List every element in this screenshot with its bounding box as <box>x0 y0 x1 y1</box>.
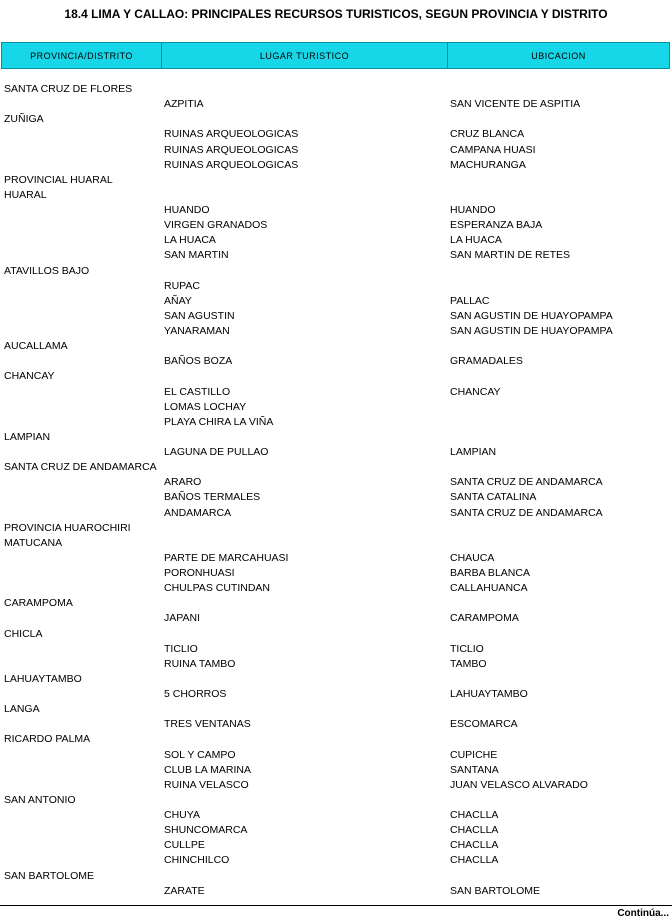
table-row <box>0 445 672 460</box>
cell-provincia-distrito: LAHUAYTAMBO <box>4 672 82 685</box>
table-row <box>0 763 672 778</box>
cell-ubicacion: SANTANA <box>450 763 499 776</box>
cell-ubicacion: SAN VICENTE DE ASPITIA <box>450 98 581 111</box>
cell-provincia-distrito: HUARAL <box>4 188 47 201</box>
cell-provincia-distrito: SAN ANTONIO <box>4 793 76 806</box>
table-row <box>0 536 672 551</box>
cell-lugar-turistico: RUPAC <box>164 279 200 292</box>
cell-lugar-turistico: SAN AGUSTIN <box>164 309 235 322</box>
cell-lugar-turistico: BAÑOS BOZA <box>164 355 233 368</box>
cell-lugar-turistico: PORONHUASI <box>164 567 235 579</box>
table-row <box>0 233 672 248</box>
cell-lugar-turistico: JAPANI <box>164 612 200 625</box>
cell-provincia-distrito: MATUCANA <box>4 536 63 549</box>
table-row <box>0 778 672 793</box>
cell-ubicacion: TAMBO <box>450 657 487 670</box>
cell-ubicacion: SANTA CATALINA <box>450 491 537 504</box>
cell-ubicacion: CHACLLA <box>450 854 499 867</box>
table-row <box>0 475 672 490</box>
table-row <box>0 642 672 657</box>
cell-provincia-distrito: ATAVILLOS BAJO <box>4 264 90 277</box>
cell-ubicacion: SANTA CRUZ DE ANDAMARCA <box>450 476 603 489</box>
table-row <box>0 672 672 687</box>
table-row <box>0 717 672 732</box>
cell-provincia-distrito: CHICLA <box>4 627 43 640</box>
cell-lugar-turistico: RUINAS ARQUEOLOGICAS <box>164 143 299 156</box>
cell-ubicacion: CHACLLA <box>450 824 499 837</box>
table-row <box>0 430 672 445</box>
table-row <box>0 127 672 142</box>
cell-ubicacion: SAN AGUSTIN DE HUAYOPAMPA <box>450 325 613 337</box>
cell-lugar-turistico: RUINA TAMBO <box>164 657 236 670</box>
table-row <box>0 112 672 127</box>
table-row <box>0 808 672 823</box>
table-row <box>0 869 672 884</box>
cell-lugar-turistico: BAÑOS TERMALES <box>164 491 261 504</box>
cell-ubicacion: BARBA BLANCA <box>450 567 530 579</box>
cell-provincia-distrito: LANGA <box>4 703 40 716</box>
cell-lugar-turistico: TICLIO <box>164 642 198 655</box>
table-row <box>0 158 672 173</box>
cell-lugar-turistico: ANDAMARCA <box>164 506 232 519</box>
table-row <box>0 354 672 369</box>
table-row <box>0 279 672 294</box>
cell-ubicacion: SANTA CRUZ DE ANDAMARCA <box>450 506 603 519</box>
header-ubicacion: UBICACION <box>531 50 586 61</box>
table-body <box>0 82 672 899</box>
cell-ubicacion: TICLIO <box>450 642 484 655</box>
table-row <box>0 506 672 521</box>
cell-ubicacion: CHAUCA <box>450 551 495 564</box>
cell-lugar-turistico: TRES VENTANAS <box>164 718 251 731</box>
cell-ubicacion: CHACLLA <box>450 809 499 821</box>
cell-lugar-turistico: AZPITIA <box>164 98 204 111</box>
cell-lugar-turistico: LOMAS LOCHAY <box>164 400 247 413</box>
table-row <box>0 324 672 339</box>
bottom-divider <box>0 905 672 906</box>
table-row <box>0 702 672 717</box>
table-row <box>0 294 672 309</box>
cell-lugar-turistico: PLAYA CHIRA LA VIÑA <box>164 415 274 428</box>
table-row <box>0 884 672 899</box>
cell-lugar-turistico: LAGUNA DE PULLAO <box>164 446 269 458</box>
cell-ubicacion: GRAMADALES <box>450 355 523 368</box>
cell-ubicacion: LAMPIAN <box>450 446 497 458</box>
table-row <box>0 143 672 158</box>
cell-lugar-turistico: SAN MARTIN <box>164 249 229 262</box>
cell-ubicacion: SAN AGUSTIN DE HUAYOPAMPA <box>450 309 613 322</box>
cell-ubicacion: CUPICHE <box>450 748 498 761</box>
table-row <box>0 309 672 324</box>
cell-ubicacion: HUANDO <box>450 204 496 216</box>
cell-ubicacion: MACHURANGA <box>450 158 526 171</box>
cell-lugar-turistico: EL CASTILLO <box>164 385 231 398</box>
table-row <box>0 823 672 838</box>
cell-ubicacion: LA HUACA <box>450 234 502 247</box>
cell-lugar-turistico: 5 CHORROS <box>164 688 227 700</box>
table-row <box>0 521 672 536</box>
page-title: 18.4 LIMA Y CALLAO: PRINCIPALES RECURSOS TURISTICOS, SEGUN PROVINCIA Y DISTRITO <box>64 7 608 21</box>
cell-lugar-turistico: YANARAMAN <box>164 325 230 337</box>
cell-lugar-turistico: ARARO <box>164 476 202 489</box>
table-row <box>0 551 672 566</box>
cell-provincia-distrito: SAN BARTOLOME <box>4 869 95 882</box>
table-row <box>0 369 672 384</box>
table-row <box>0 248 672 263</box>
table-row <box>0 82 672 97</box>
table-row <box>0 339 672 354</box>
cell-ubicacion: CHANCAY <box>450 385 501 398</box>
table-row <box>0 188 672 203</box>
cell-lugar-turistico: CLUB LA MARINA <box>164 763 251 776</box>
cell-provincia-distrito: CARAMPOMA <box>4 597 73 610</box>
cell-lugar-turistico: RUINAS ARQUEOLOGICAS <box>164 158 299 171</box>
cell-lugar-turistico: RUINAS ARQUEOLOGICAS <box>164 128 299 141</box>
cell-ubicacion: CRUZ BLANCA <box>450 128 525 141</box>
table-row <box>0 218 672 233</box>
cell-ubicacion: CAMPANA HUASI <box>450 143 536 156</box>
table-row <box>0 490 672 505</box>
cell-lugar-turistico: CHINCHILCO <box>164 854 230 867</box>
table-row <box>0 415 672 430</box>
cell-lugar-turistico: CHUYA <box>164 809 200 821</box>
cell-ubicacion: SAN BARTOLOME <box>450 884 541 897</box>
cell-ubicacion: CALLAHUANCA <box>450 582 528 595</box>
cell-ubicacion: JUAN VELASCO ALVARADO <box>450 778 588 791</box>
table-row <box>0 400 672 415</box>
cell-lugar-turistico: SOL Y CAMPO <box>164 748 236 761</box>
cell-ubicacion: CHACLLA <box>450 839 499 852</box>
cell-provincia-distrito: PROVINCIAL HUARAL <box>4 173 113 186</box>
table-row <box>0 566 672 581</box>
table-row <box>0 97 672 112</box>
cell-ubicacion: ESPERANZA BAJA <box>450 219 543 232</box>
table-row <box>0 627 672 642</box>
table-row <box>0 264 672 279</box>
continua-note: Continúa... <box>617 908 669 919</box>
table-row <box>0 748 672 763</box>
cell-lugar-turistico: RUINA VELASCO <box>164 778 249 791</box>
table-row <box>0 203 672 218</box>
table-row <box>0 460 672 475</box>
header-lugar-turistico: LUGAR TURISTICO <box>162 43 448 68</box>
cell-lugar-turistico: CULLPE <box>164 839 205 852</box>
table-row <box>0 611 672 626</box>
cell-lugar-turistico: CHULPAS CUTINDAN <box>164 582 270 595</box>
cell-provincia-distrito: RICARDO PALMA <box>4 733 91 746</box>
cell-lugar-turistico: HUANDO <box>164 204 210 216</box>
cell-lugar-turistico: ZARATE <box>164 884 205 897</box>
table-row <box>0 853 672 868</box>
table-row <box>0 687 672 702</box>
header-provincia-distrito: PROVINCIA/DISTRITO <box>2 43 162 68</box>
cell-provincia-distrito: PROVINCIA HUAROCHIRI <box>4 521 131 534</box>
table-row <box>0 732 672 747</box>
table-header <box>1 42 670 69</box>
cell-provincia-distrito: LAMPIAN <box>4 430 51 443</box>
cell-provincia-distrito: CHANCAY <box>4 370 55 383</box>
table-row <box>0 657 672 672</box>
cell-ubicacion: LAHUAYTAMBO <box>450 688 528 700</box>
table-row <box>0 838 672 853</box>
cell-ubicacion: SAN MARTIN DE RETES <box>450 249 570 262</box>
cell-ubicacion: ESCOMARCA <box>450 718 518 731</box>
cell-provincia-distrito: AUCALLAMA <box>4 340 68 353</box>
cell-ubicacion: CARAMPOMA <box>450 612 519 625</box>
cell-lugar-turistico: SHUNCOMARCA <box>164 824 248 837</box>
cell-provincia-distrito: SANTA CRUZ DE FLORES <box>4 83 133 95</box>
table-row <box>0 385 672 400</box>
table-row <box>0 581 672 596</box>
table-row <box>0 596 672 611</box>
table-row <box>0 793 672 808</box>
cell-provincia-distrito: SANTA CRUZ DE ANDAMARCA <box>4 461 157 474</box>
cell-lugar-turistico: VIRGEN GRANADOS <box>164 219 268 232</box>
cell-lugar-turistico: PARTE DE MARCAHUASI <box>164 551 289 564</box>
cell-lugar-turistico: AÑAY <box>164 294 192 307</box>
cell-ubicacion: PALLAC <box>450 294 490 307</box>
cell-lugar-turistico: LA HUACA <box>164 234 216 247</box>
cell-provincia-distrito: ZUÑIGA <box>4 113 44 126</box>
table-row <box>0 173 672 188</box>
